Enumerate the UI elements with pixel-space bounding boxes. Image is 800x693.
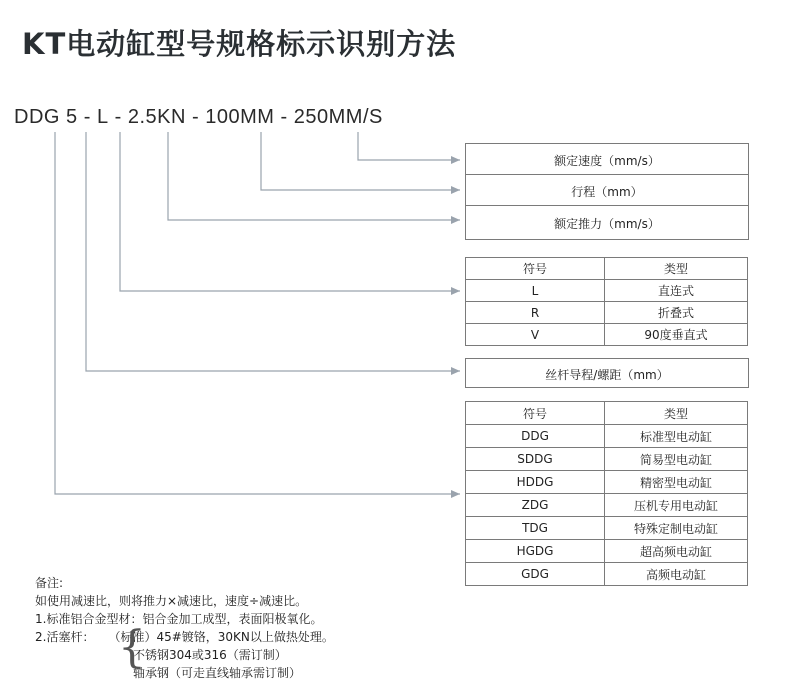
connector-thrust — [168, 132, 460, 220]
table-row — [466, 563, 748, 586]
code-sep: - — [280, 106, 288, 128]
series-name: 超高频电动缸 — [605, 540, 748, 563]
connector-speed — [358, 132, 460, 160]
series-table-header-type: 类型 — [605, 402, 748, 425]
notes-line-3 — [35, 628, 334, 646]
code-sep: - — [192, 106, 200, 128]
series-symbol: HGDG — [466, 540, 605, 563]
type-name: 90度垂直式 — [605, 324, 748, 346]
stroke-box — [465, 174, 749, 206]
series-symbol: DDG — [466, 425, 605, 448]
series-table — [465, 401, 748, 586]
code-type: L — [96, 106, 109, 128]
series-symbol: GDG — [466, 563, 605, 586]
speed-box-label: 额定速度（mm/s） — [554, 154, 660, 168]
connector-lead — [86, 132, 460, 371]
table-row — [466, 448, 748, 471]
type-table-header — [466, 258, 748, 280]
series-symbol: SDDG — [466, 448, 605, 471]
table-row — [466, 517, 748, 540]
options-brace: { — [118, 622, 146, 673]
notes — [35, 574, 334, 682]
page-title: KT电动缸型号规格标示识别方法 — [22, 27, 457, 61]
type-name: 折叠式 — [605, 302, 748, 324]
code-series: DDG — [14, 106, 60, 128]
notes-option-3: 轴承钢（可走直线轴承需订制） — [133, 666, 302, 680]
notes-piston-label: 2.活塞杆： — [35, 630, 95, 644]
code-stroke: 100MM — [205, 106, 275, 128]
notes-option-1: （标准）45#镀铬，30KN以上做热处理。 — [108, 630, 334, 644]
speed-box — [465, 143, 749, 175]
code-sep: - — [83, 106, 91, 128]
notes-option-2: 不锈钢304或316（需订制） — [133, 648, 287, 662]
code-lead: 5 — [66, 106, 78, 128]
series-table-header-symbol: 符号 — [466, 402, 605, 425]
type-table-header-type: 类型 — [605, 258, 748, 280]
table-row — [466, 540, 748, 563]
thrust-box — [465, 205, 749, 240]
type-symbol: V — [466, 324, 605, 346]
table-row — [466, 494, 748, 517]
lead-box-label: 丝杆导程/螺距（mm） — [545, 368, 669, 382]
series-name: 标准型电动缸 — [605, 425, 748, 448]
stroke-box-label: 行程（mm） — [571, 185, 643, 199]
table-row — [466, 280, 748, 302]
code-speed: 250MM/S — [293, 106, 383, 128]
series-name: 高频电动缸 — [605, 563, 748, 586]
table-row — [466, 302, 748, 324]
connector-series — [55, 132, 460, 494]
type-name: 直连式 — [605, 280, 748, 302]
table-row — [466, 324, 748, 346]
table-row — [466, 471, 748, 494]
notes-heading: 备注: — [35, 576, 64, 590]
series-table-header — [466, 402, 748, 425]
series-symbol: HDDG — [466, 471, 605, 494]
notes-line-2: 1.标准铝合金型材：铝合金加工成型，表面阳极氧化。 — [35, 612, 323, 626]
series-symbol: TDG — [466, 517, 605, 540]
type-table-header-symbol: 符号 — [466, 258, 605, 280]
lead-box — [465, 358, 749, 388]
series-name: 特殊定制电动缸 — [605, 517, 748, 540]
series-name: 压机专用电动缸 — [605, 494, 748, 517]
connector-type — [120, 132, 460, 291]
type-symbol: L — [466, 280, 605, 302]
thrust-box-label: 额定推力（mm/s） — [554, 217, 660, 231]
type-table — [465, 257, 748, 346]
notes-line-1: 如使用减速比，则将推力×减速比，速度÷减速比。 — [35, 594, 308, 608]
table-row — [466, 425, 748, 448]
series-symbol: ZDG — [466, 494, 605, 517]
type-symbol: R — [466, 302, 605, 324]
code-sep: - — [114, 106, 122, 128]
connector-stroke — [261, 132, 460, 190]
series-name: 精密型电动缸 — [605, 471, 748, 494]
series-name: 简易型电动缸 — [605, 448, 748, 471]
code-thrust: 2.5KN — [127, 106, 186, 128]
